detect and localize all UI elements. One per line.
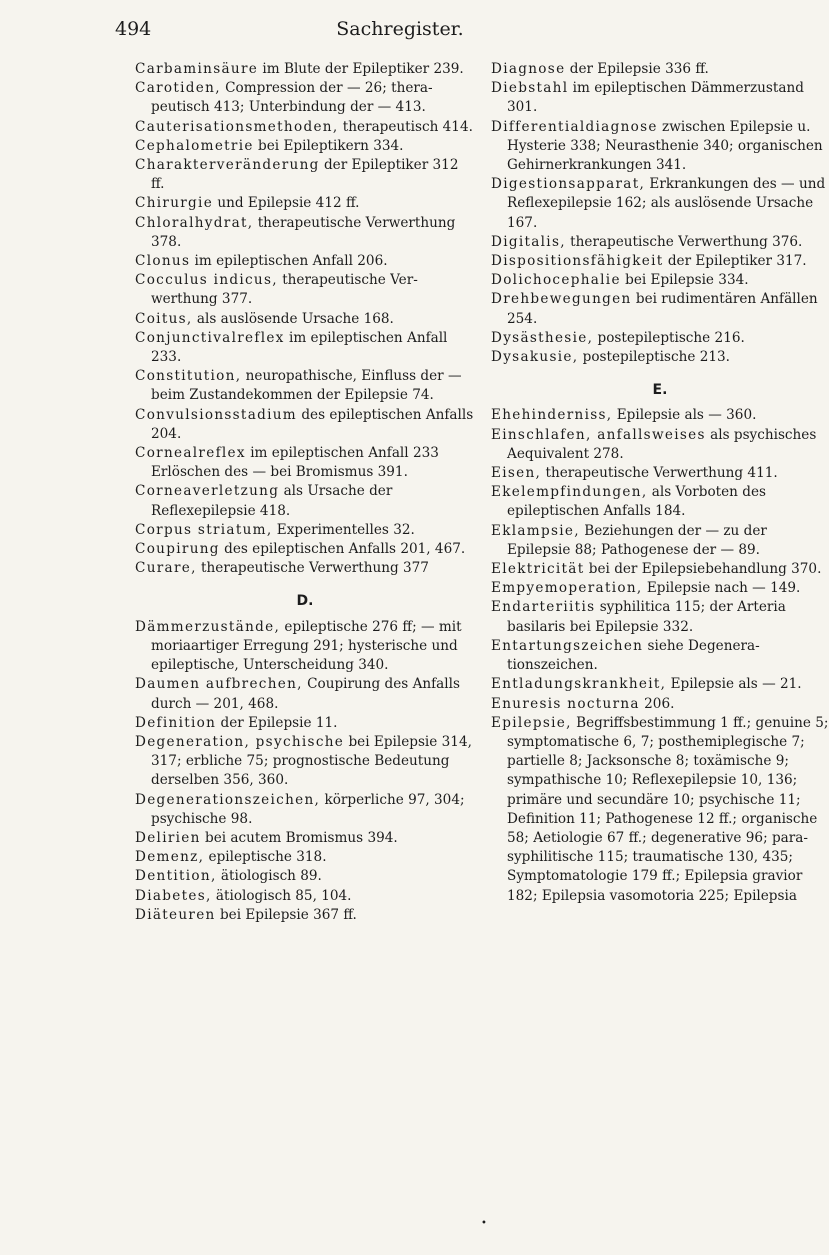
entry-term: Charakterveränderung — [135, 157, 320, 174]
entry-text: siehe Degenerationszeichen. — [507, 637, 760, 674]
entry-text: Erkrankungen des — und Reflexepilepsie 162; als auslösende Ursache 167. — [507, 176, 826, 231]
entry-term: Ehehinderniss, — [491, 407, 613, 424]
entry-term: Cauterisationsmethoden, — [135, 118, 339, 135]
entry-text: und Epilepsie 412 ff. — [213, 195, 360, 212]
index-entry — [135, 675, 475, 713]
entry-term: Corneaverletzung — [135, 483, 280, 500]
index-entry — [135, 887, 475, 906]
index-entry — [135, 60, 475, 79]
index-entry — [135, 848, 475, 867]
index-entry — [135, 194, 475, 213]
index-entry — [491, 714, 829, 906]
entry-term: Diebstahl — [491, 80, 569, 97]
index-entry — [491, 348, 829, 367]
entry-text: therapeutische Verwerthung 377 — [196, 560, 429, 577]
entry-term: Elektricität — [491, 561, 585, 578]
entry-term: Eisen, — [491, 465, 542, 482]
entry-term: Empyemoperation, — [491, 580, 643, 597]
index-entry — [135, 714, 475, 733]
right-column — [491, 60, 829, 906]
entry-term: Cocculus indicus, — [135, 272, 278, 289]
index-entry — [491, 290, 829, 328]
index-entry — [135, 367, 475, 405]
entry-text: Epilepsie als — 21. — [666, 676, 802, 693]
entry-text: als auslösende Ursache 168. — [192, 310, 394, 327]
entry-text: bei Epilepsie 367 ff. — [215, 906, 357, 923]
entry-text: 206. — [639, 695, 675, 712]
index-entry — [135, 521, 475, 540]
index-entry — [135, 156, 475, 194]
entry-text: therapeutische Verwerthung 411. — [541, 465, 778, 482]
index-entry — [135, 618, 475, 676]
index-entry — [491, 522, 829, 560]
index-entry — [491, 406, 829, 425]
entry-term: Entartungszeichen — [491, 637, 644, 654]
entry-term: Ekelempfindungen, — [491, 484, 648, 501]
entry-text: Begriffsbestimmung 1 ff.; genuine 5; symptomatische 6, 7; posthemiplegische 7; partielle 8; Jacksonsche 8; toxämische 9; sympathische 10; Reflexepilepsie 10, 136; primäre und secundäre 10; psychische 11; Definition 11; Pathogenese 12 ff.; organische 58; Aetiologie 67 ff.; degenerative 96; parasyphilitische 115; traumatische 130, 435; Symptomatologie 179 ff.; Epilepsia gravior 182; Epilepsia vasomotoria 225; Epilepsia — [507, 714, 829, 904]
index-entry — [135, 906, 475, 925]
index-entry — [491, 483, 829, 521]
entry-term: Epilepsie, — [491, 714, 572, 731]
entry-term: Dysästhesie, — [491, 329, 594, 346]
index-entry — [135, 540, 475, 559]
entry-term: Digestionsapparat, — [491, 176, 646, 193]
entry-text: bei Epileptikern 334. — [253, 137, 404, 154]
index-entry — [491, 426, 829, 464]
entry-text: bei der Epilepsiebehandlung 370. — [584, 561, 822, 578]
entry-text: Epilepsie als — 360. — [612, 407, 757, 424]
entry-text: Compression der — 26; therapeutisch 413; Unterbindung der — 413. — [151, 80, 433, 116]
entry-term: Differentialdiagnose — [491, 118, 658, 135]
entry-text: therapeutisch 414. — [338, 118, 473, 135]
entry-term: Endarteriitis — [491, 599, 596, 616]
index-entry — [135, 559, 475, 578]
index-entry — [491, 118, 829, 176]
entry-text: therapeutische Verwerthung 377. — [151, 272, 418, 308]
entry-term: Definition — [135, 714, 217, 731]
page-header — [0, 18, 800, 44]
index-entry — [135, 118, 475, 137]
entry-text: ätiologisch 89. — [216, 868, 322, 885]
index-entry — [135, 79, 475, 117]
index-entry — [491, 695, 829, 714]
entry-text: neuropathische, Einfluss der — beim Zustandekommen der Epilepsie 74. — [151, 368, 462, 404]
entry-text: syphilitica 115; der Arteria basilaris bei Epilepsie 332. — [507, 599, 786, 635]
index-entry — [135, 733, 475, 791]
index-entry — [491, 579, 829, 598]
entry-term: Demenz, — [135, 849, 205, 866]
entry-term: Delirien — [135, 829, 201, 846]
index-entry — [135, 214, 475, 252]
index-entry — [135, 406, 475, 444]
entry-term: Diabetes, — [135, 887, 212, 904]
entry-term: Einschlafen, anfallsweises — [491, 426, 706, 443]
bottom-mark: • — [481, 1218, 487, 1229]
index-entry — [491, 464, 829, 483]
entry-text: körperliche 97, 304; psychische 98. — [151, 791, 465, 827]
entry-term: Dentition, — [135, 868, 217, 885]
entry-text: therapeutische Verwerthung 376. — [565, 233, 803, 250]
entry-term: Clonus — [135, 253, 191, 270]
entry-term: Digitalis, — [491, 233, 566, 250]
entry-text: des epileptischen Anfalls 201, 467. — [219, 541, 466, 558]
entry-term: Daumen aufbrechen, — [135, 676, 303, 693]
index-entry — [491, 233, 829, 252]
entry-term: Dolichocephalie — [491, 272, 621, 289]
entry-term: Chirurgie — [135, 195, 214, 212]
entry-text: im Blute der Epileptiker 239. — [258, 61, 464, 77]
index-entry — [135, 271, 475, 309]
entry-term: Dysakusie, — [491, 349, 579, 366]
entry-term: Degeneration, psychische — [135, 733, 345, 750]
entry-text: als Ursache der Reflexepilepsie 418. — [151, 483, 393, 519]
entry-text: im epileptischen Anfall 233. — [151, 329, 448, 366]
index-entry — [491, 79, 829, 117]
section-letter: E. — [652, 382, 668, 399]
index-entry — [491, 60, 829, 79]
entry-text: im epileptischen Anfall 206. — [190, 253, 388, 270]
index-entry — [135, 867, 475, 886]
index-entry — [135, 791, 475, 829]
index-entry — [491, 271, 829, 290]
entry-term: Enuresis nocturna — [491, 695, 640, 712]
entry-text: bei rudimentären Anfällen 254. — [507, 291, 818, 327]
entry-term: Coitus, — [135, 310, 193, 327]
left-column — [135, 60, 475, 925]
entry-term: Diagnose — [491, 61, 566, 77]
entry-text: als psychisches Aequivalent 278. — [507, 426, 817, 462]
index-entry — [135, 482, 475, 520]
entry-text: postepileptische 213. — [578, 349, 730, 366]
index-entry — [491, 598, 829, 636]
entry-text: im epileptischen Anfall 233 Erlöschen des — bei Bromismus 391. — [151, 445, 439, 481]
running-title: Sachregister. — [336, 18, 464, 40]
entry-term: Diäteuren — [135, 906, 216, 923]
entry-term: Constitution, — [135, 368, 242, 385]
entry-text: der Epileptiker 312 ff. — [151, 157, 459, 193]
index-entry — [491, 252, 829, 271]
entry-text: postepileptische 216. — [593, 329, 745, 346]
entry-text: ätiologisch 85, 104. — [211, 887, 352, 904]
entry-term: Chloralhydrat, — [135, 214, 254, 231]
entry-term: Degenerationszeichen, — [135, 791, 321, 808]
index-entry — [491, 175, 829, 233]
entry-text: der Epilepsie 11. — [216, 714, 338, 731]
entry-text: als Vorboten des epileptischen Anfalls 184. — [507, 484, 766, 520]
entry-text: therapeutische Verwerthung 378. — [151, 214, 456, 250]
entry-term: Dispositionsfähigkeit — [491, 253, 664, 270]
index-entry — [135, 137, 475, 156]
entry-term: Entladungskrankheit, — [491, 676, 667, 693]
entry-term: Drehbewegungen — [491, 291, 632, 308]
index-entry — [135, 252, 475, 271]
index-entry — [135, 329, 475, 367]
entry-text: der Epileptiker 317. — [663, 253, 807, 270]
index-entry — [491, 637, 829, 675]
entry-text: epileptische 318. — [204, 849, 327, 866]
entry-text: Epilepsie nach — 149. — [642, 580, 801, 597]
index-entry — [135, 829, 475, 848]
index-entry — [491, 329, 829, 348]
entry-term: Conjunctivalreflex — [135, 329, 285, 346]
entry-text: im epileptischen Dämmerzustand 301. — [507, 80, 804, 116]
index-entry — [135, 310, 475, 329]
entry-term: Cornealreflex — [135, 445, 246, 462]
entry-text: epileptische 276 ff; — mit moriaartiger Erregung 291; hysterische und epileptische, Unterscheidung 340. — [151, 618, 462, 674]
index-entry — [491, 560, 829, 579]
index-entry — [135, 444, 475, 482]
entry-text: Beziehungen der — zu der Epilepsie 88; Pathogenese der — 89. — [507, 522, 767, 558]
entry-term: Corpus striatum, — [135, 521, 273, 538]
entry-text: bei Epilepsie 334. — [620, 272, 749, 289]
entry-term: Carbaminsäure — [135, 61, 259, 77]
entry-term: Carotiden, — [135, 80, 221, 97]
entry-term: Cephalometrie — [135, 137, 254, 154]
entry-term: Dämmerzustände, — [135, 618, 281, 635]
page-number: 494 — [115, 18, 152, 40]
entry-text: bei Epilepsie 314, 317; erbliche 75; prognostische Bedeutung derselben 356, 360. — [151, 733, 472, 789]
index-entry — [491, 675, 829, 694]
entry-text: der Epilepsie 336 ff. — [565, 61, 709, 77]
entry-term: Curare, — [135, 560, 197, 577]
entry-text: zwischen Epilepsie u. Hysterie 338; Neurasthenie 340; organischen Gehirnerkrankungen 341. — [507, 118, 823, 174]
entry-term: Convulsionsstadium — [135, 406, 297, 423]
entry-term: Eklampsie, — [491, 522, 580, 539]
entry-text: Experimentelles 32. — [272, 521, 415, 538]
section-letter: D. — [296, 593, 314, 610]
entry-text: des epileptischen Anfalls 204. — [151, 406, 474, 442]
entry-term: Coupirung — [135, 541, 220, 558]
entry-text: bei acutem Bromismus 394. — [200, 829, 398, 846]
entry-text: Coupirung des Anfalls durch — 201, 468. — [151, 676, 460, 712]
